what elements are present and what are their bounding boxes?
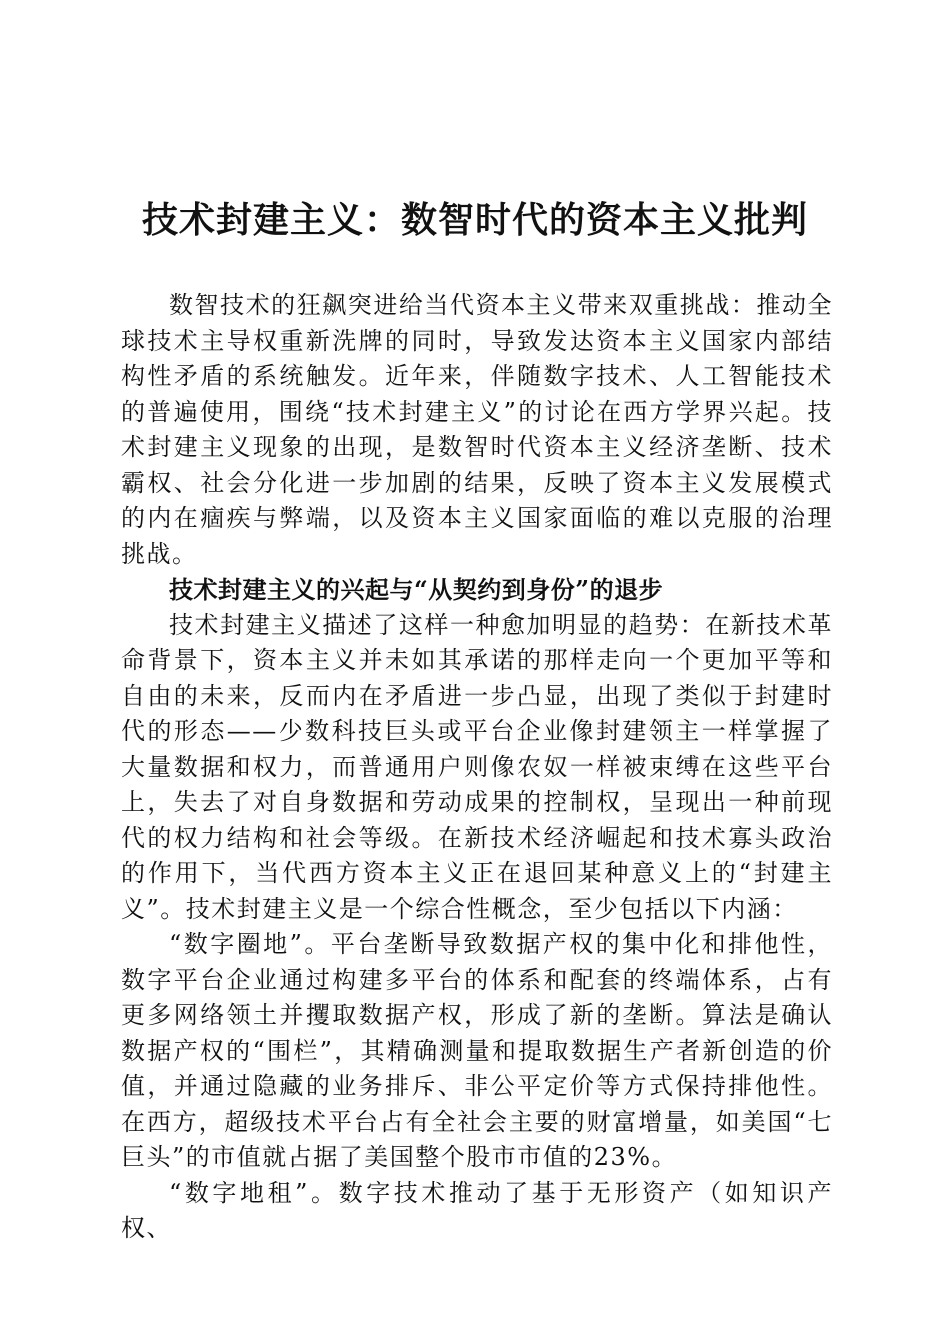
paragraph-digital-enclosure: “数字圈地”。平台垄断导致数据产权的集中化和排他性，数字平台企业通过构建多平台的体系和配套的终端体系，占有更多网络领土并攫取数据产权，形成了新的垄断。算法是确认数据产权的“围栏”，其精确测量和提取数据生产者新创造的价值，并通过隐藏的业务排斥、非公平定价等方式保持排他性。在西方，超级技术平台占有全社会主要的财富增量，如美国“七巨头”的市值就占据了美国整个股市市值的23%。 — [121, 930, 833, 1171]
section-heading: 技术封建主义的兴起与“从契约到身份”的退步 — [169, 575, 664, 604]
paragraph-tech-feudalism: 技术封建主义描述了这样一种愈加明显的趋势：在新技术革命背景下，资本主义并未如其承诺的那样走向一个更加平等和自由的未来，反而内在矛盾进一步凸显，出现了类似于封建时代的形态——少数科技巨头或平台企业像封建领主一样掌握了大量数据和权力，而普通用户则像农奴一样被束缚在这些平台上，失去了对自身数据和劳动成果的控制权，呈现出一种前现代的权力结构和社会等级。在新技术经济崛起和技术寡头政治的作用下，当代西方资本主义正在退回某种意义上的“封建主义”。技术封建主义是一个综合性概念，至少包括以下内涵： — [121, 610, 833, 923]
document-title: 技术封建主义：数智时代的资本主义批判 — [141, 199, 808, 241]
document-body — [121, 288, 833, 1247]
paragraph-intro: 数智技术的狂飙突进给当代资本主义带来双重挑战：推动全球技术主导权重新洗牌的同时，导致发达资本主义国家内部结构性矛盾的系统触发。近年来，伴随数字技术、人工智能技术的普遍使用，围绕“技术封建主义”的讨论在西方学界兴起。技术封建主义现象的出现，是数智时代资本主义经济垄断、技术霸权、社会分化进一步加剧的结果，反映了资本主义发展模式的内在痼疾与弊端，以及资本主义国家面临的难以克服的治理挑战。 — [121, 291, 833, 568]
paragraph-digital-rent: “数字地租”。数字技术推动了基于无形资产（如知识产权、 — [121, 1178, 833, 1242]
